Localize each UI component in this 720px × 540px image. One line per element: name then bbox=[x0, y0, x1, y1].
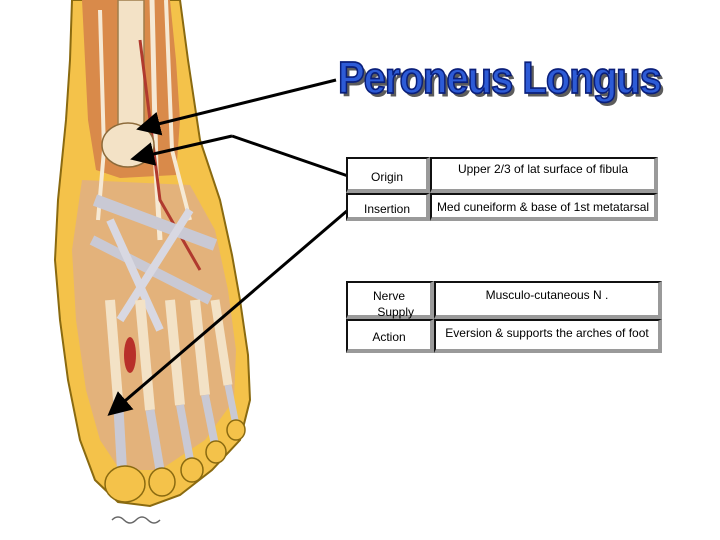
action-value-cell bbox=[434, 319, 662, 353]
tibia bbox=[118, 0, 144, 130]
lateral-malleolus bbox=[102, 123, 154, 167]
insertion-value-cell bbox=[430, 193, 658, 221]
nerve-supply-label: Nerve Supply bbox=[372, 289, 415, 319]
action-label-cell bbox=[346, 319, 434, 353]
insertion-label: Insertion bbox=[363, 202, 411, 216]
action-value: Eversion & supports the arches of foot bbox=[445, 326, 649, 340]
page-title: Peroneus Longus bbox=[338, 54, 661, 104]
big-toe bbox=[105, 466, 145, 502]
origin-arrow-shaft bbox=[232, 136, 348, 176]
nerve-supply-label-cell bbox=[346, 281, 434, 319]
origin-label-cell bbox=[346, 157, 430, 193]
origin-value: Upper 2/3 of lat surface of fibula bbox=[457, 162, 629, 176]
action-label: Action bbox=[372, 330, 406, 344]
nerve-supply-value: Musculo-cutaneous N . bbox=[485, 288, 609, 302]
signature bbox=[112, 517, 160, 523]
nerve-supply-value-cell bbox=[434, 281, 662, 319]
origin-label: Origin bbox=[370, 170, 403, 184]
insertion-value: Med cuneiform & base of 1st metatarsal bbox=[436, 200, 650, 214]
insertion-label-cell bbox=[346, 193, 430, 221]
origin-value-cell bbox=[430, 157, 658, 193]
